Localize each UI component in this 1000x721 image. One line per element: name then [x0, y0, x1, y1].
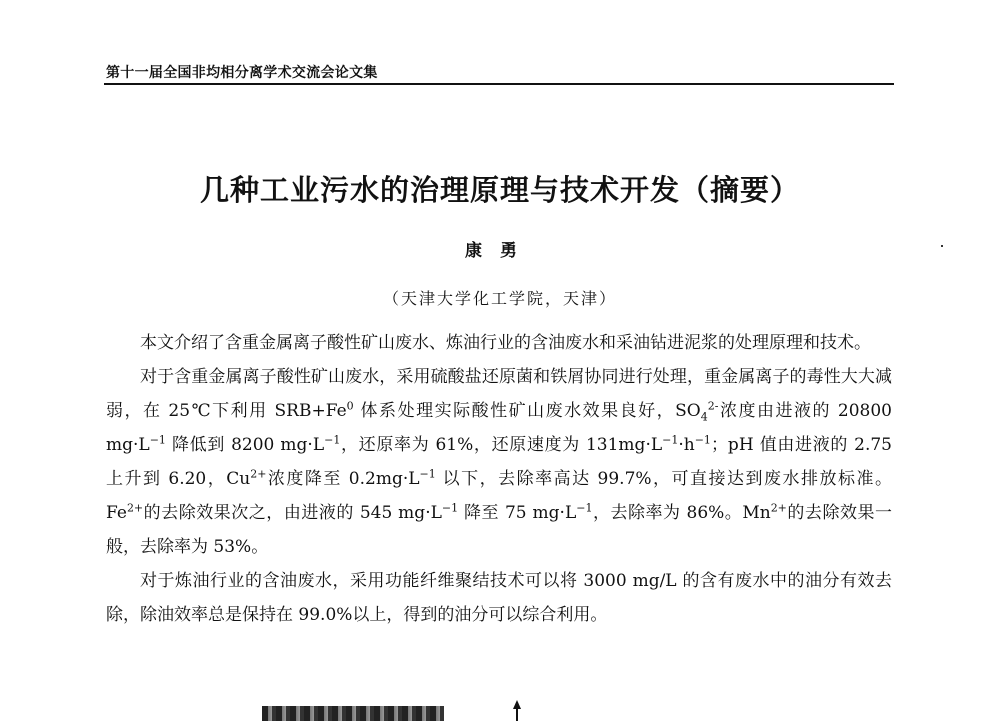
figure-axis-line [516, 708, 518, 721]
paragraph-oily-wastewater: 对于炼油行业的含油废水，采用功能纤维聚结技术可以将 3000 mg/L 的含有废水中的油分有效去除，除油效率总是保持在 99.0%以上，得到的油分可以综合利用。 [106, 571, 892, 625]
paragraph-intro: 本文介绍了含重金属离子酸性矿山废水、炼油行业的含油废水和采油钻进泥浆的处理原理和技术。 [140, 333, 871, 353]
paper-title: 几种工业污水的治理原理与技术开发（摘要） [199, 173, 800, 207]
author-affiliation: （天津大学化工学院，天津） [382, 289, 617, 308]
author-name: 康勇 [465, 241, 535, 261]
abstract-body [106, 326, 892, 632]
figure-image-top [262, 706, 444, 721]
running-header: 第十一届全国非均相分离学术交流会论文集 [106, 65, 378, 81]
paragraph-mine-wastewater: 对于含重金属离子酸性矿山废水，采用硫酸盐还原菌和铁屑协同进行处理，重金属离子的毒性大大减弱，在 25℃下利用 $SRB+Fe^0$ 体系处理实际酸性矿山废水效果良好，$SO_4^{2-}$浓度由进液的 20800 $mg\cdot L^{-1}$ 降低到 8200 $mg\cdot L^{-1}$，还原率为 61%，还原速度为 $131mg\cdot L^{-1}\cdot h^{-1}$；pH 值由进液的 2.75 上升到 6.20，$Cu^{2+}$浓度降至 $0.2mg\cdot L^{-1}$ 以下，去除率高达 99.7%，可直接达到废水排放标准。$Fe^{2+}$的去除效果次之，由进液的 545 $mg\cdot L^{-1}$ 降至 75 $mg\cdot L^{-1}$，去除率为 86%。$Mn^{2+}$的去除效果一般，去除率为 53%。 [106, 367, 893, 557]
header-rule [104, 83, 894, 85]
scan-speck [941, 245, 943, 247]
